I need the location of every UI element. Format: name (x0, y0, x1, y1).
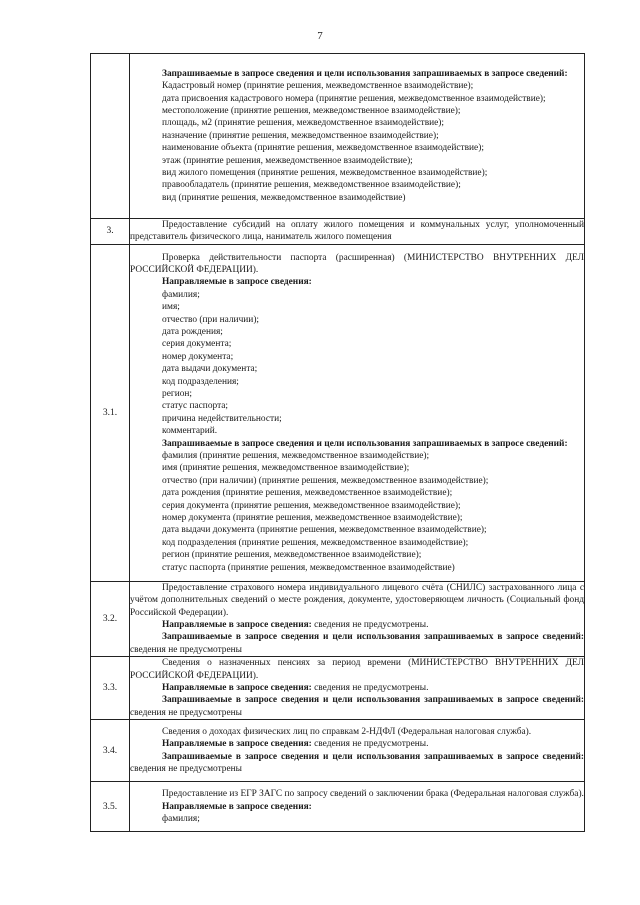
paragraph (130, 326, 584, 338)
row-number: 3.2. (91, 581, 130, 656)
paragraph (130, 500, 584, 512)
paragraph (130, 252, 584, 277)
text-span: номер документа (принятие решения, межведомственное взаимодействие); (162, 513, 463, 524)
text-span: фамилия (принятие решения, межведомственное взаимодействие); (162, 451, 430, 462)
table-row (91, 657, 585, 720)
paragraph (130, 117, 584, 129)
row-number: 3.1. (91, 244, 130, 581)
paragraph (130, 413, 584, 425)
table-row (91, 782, 585, 832)
paragraph (130, 631, 584, 656)
text-span: фамилия; (162, 813, 200, 824)
text-span: сведения не предусмотрены. (311, 683, 429, 694)
bold-heading-text: Направляемые в запросе сведения: (162, 739, 312, 750)
text-span: дата выдачи документа; (162, 364, 258, 375)
paragraph (130, 68, 584, 80)
text-span: сведения не предусмотрены (130, 707, 242, 718)
paragraph (130, 192, 584, 204)
text-span: комментарий. (162, 426, 218, 437)
paragraph (130, 682, 584, 694)
paragraph (130, 619, 584, 631)
text-span: статус паспорта; (162, 401, 229, 412)
row-content (130, 657, 585, 720)
text-span: фамилия; (162, 289, 200, 300)
text-span: местоположение (принятие решения, межведомственное взаимодействие); (162, 105, 461, 116)
text-span: сведения не предусмотрены (130, 764, 242, 775)
paragraph (130, 425, 584, 437)
text-span: код подразделения; (162, 376, 239, 387)
paragraph (130, 219, 584, 244)
table-row (91, 581, 585, 656)
text-span: Предоставление субсидий на оплату жилого помещения и коммунальных услуг, уполномоченный представитель физического лица, наниматель жилого помещения (130, 220, 584, 243)
text-span: Предоставление страхового номера индивидуального лицевого счёта (СНИЛС) застрахованного лица с учётом дополнительных сведений о месте рождения, документе, удостоверяющем личность (Социальный фонд Российской Федерации). (130, 582, 584, 618)
text-span: Проверка действительности паспорта (расширенная) (МИНИСТЕРСТВО ВНУТРЕННИХ ДЕЛ РОССИЙСКОЙ ФЕДЕРАЦИИ). (130, 252, 584, 275)
row-content (130, 581, 585, 656)
paragraph (130, 512, 584, 524)
paragraph (130, 276, 584, 288)
paragraph (130, 562, 584, 574)
text-span: вид (принятие решения, межведомственное взаимодействие) (162, 192, 406, 203)
text-span: наименование объекта (принятие решения, межведомственное взаимодействие); (162, 143, 484, 154)
paragraph (130, 788, 584, 800)
text-span: сведения не предусмотрены (130, 644, 242, 655)
text-span: номер документа; (162, 351, 234, 362)
text-span: Сведения о назначенных пенсиях за период времени (МИНИСТЕРСТВО ВНУТРЕННИХ ДЕЛ РОССИЙСКОЙ ФЕДЕРАЦИИ). (130, 658, 584, 681)
paragraph (130, 582, 584, 619)
paragraph (130, 388, 584, 400)
text-span: площадь, м2 (принятие решения, межведомственное взаимодействие); (162, 118, 445, 129)
paragraph (130, 80, 584, 92)
paragraph (130, 301, 584, 313)
text-span: Предоставление из ЕГР ЗАГС по запросу сведений о заключении брака (Федеральная налоговая служба). (162, 789, 584, 800)
paragraph (130, 400, 584, 412)
paragraph (130, 179, 584, 191)
paragraph (130, 549, 584, 561)
row-content (130, 244, 585, 581)
bold-heading-text: Запрашиваемые в запросе сведения и цели использования запрашиваемых в запросе сведений: (162, 632, 584, 643)
bold-heading-text: Направляемые в запросе сведения: (162, 620, 312, 631)
paragraph (130, 657, 584, 682)
row-number: 3.4. (91, 720, 130, 782)
text-span: этаж (принятие решения, межведомственное взаимодействие); (162, 155, 413, 166)
text-span: дата выдачи документа (принятие решения, межведомственное взаимодействие); (162, 525, 487, 536)
paragraph (130, 738, 584, 750)
bold-heading-text: Запрашиваемые в запросе сведения и цели использования запрашиваемых в запросе сведений: (162, 68, 568, 79)
text-span: правообладатель (принятие решения, межведомственное взаимодействие); (162, 180, 461, 191)
text-span: статус паспорта (принятие решения, межведомственное взаимодействие) (162, 562, 455, 573)
text-span: имя (принятие решения, межведомственное взаимодействие); (162, 463, 410, 474)
text-span: дата присвоения кадастрового номера (принятие решения, межведомственное взаимодействие); (162, 93, 546, 104)
paragraph (130, 167, 584, 179)
text-span: регион (принятие решения, межведомственное взаимодействие); (162, 550, 422, 561)
bold-heading-text: Направляемые в запросе сведения: (162, 683, 312, 694)
text-span: сведения не предусмотрены. (311, 739, 429, 750)
paragraph (130, 363, 584, 375)
bold-heading-text: Направляемые в запросе сведения: (162, 801, 312, 812)
paragraph (130, 93, 584, 105)
paragraph (130, 105, 584, 117)
text-span: назначение (принятие решения, межведомственное взаимодействие); (162, 130, 439, 141)
row-content (130, 54, 585, 219)
table-body (91, 54, 585, 832)
paragraph (130, 462, 584, 474)
text-span: дата рождения; (162, 326, 223, 337)
paragraph (130, 524, 584, 536)
paragraph (130, 537, 584, 549)
paragraph (130, 289, 584, 301)
paragraph (130, 338, 584, 350)
requirements-table (90, 53, 585, 832)
text-span: регион; (162, 389, 193, 399)
paragraph (130, 813, 584, 825)
paragraph (130, 694, 584, 719)
paragraph (130, 155, 584, 167)
text-span: Сведения о доходах физических лиц по справкам 2-НДФЛ (Федеральная налоговая служба). (162, 726, 532, 737)
bold-heading-text: Запрашиваемые в запросе сведения и цели использования запрашиваемых в запросе сведений: (162, 438, 568, 449)
row-content (130, 720, 585, 782)
paragraph (130, 475, 584, 487)
text-span: отчество (при наличии); (162, 314, 260, 325)
table-row (91, 720, 585, 782)
text-span: дата рождения (принятие решения, межведомственное взаимодействие); (162, 488, 453, 499)
text-span: Кадастровый номер (принятие решения, межведомственное взаимодействие); (162, 81, 474, 92)
paragraph (130, 487, 584, 499)
paragraph (130, 450, 584, 462)
text-span: серия документа (принятие решения, межведомственное взаимодействие); (162, 500, 461, 511)
text-span: имя; (162, 302, 180, 313)
paragraph (130, 142, 584, 154)
paragraph (130, 751, 584, 776)
paragraph (130, 351, 584, 363)
bold-heading-text: Запрашиваемые в запросе сведения и цели использования запрашиваемых в запросе сведений: (162, 695, 584, 706)
paragraph (130, 726, 584, 738)
bold-heading-text: Направляемые в запросе сведения: (162, 277, 312, 288)
text-span: отчество (при наличии) (принятие решения, межведомственное взаимодействие); (162, 475, 489, 486)
paragraph (130, 130, 584, 142)
row-content (130, 782, 585, 832)
paragraph (130, 438, 584, 450)
paragraph (130, 314, 584, 326)
table-row (91, 54, 585, 219)
row-number: 3.5. (91, 782, 130, 832)
bold-heading-text: Запрашиваемые в запросе сведения и цели использования запрашиваемых в запросе сведений: (162, 751, 584, 762)
row-number: 3.3. (91, 657, 130, 720)
text-span: серия документа; (162, 339, 232, 350)
paragraph (130, 376, 584, 388)
row-number: 3. (91, 219, 130, 245)
text-span: код подразделения (принятие решения, межведомственное взаимодействие); (162, 537, 469, 548)
table-row (91, 219, 585, 245)
page-number: 7 (317, 30, 323, 42)
text-span: вид жилого помещения (принятие решения, межведомственное взаимодействие); (162, 168, 488, 179)
row-number (91, 54, 130, 219)
text-span: сведения не предусмотрены. (311, 620, 429, 631)
table-row (91, 244, 585, 581)
paragraph (130, 801, 584, 813)
row-content (130, 219, 585, 245)
text-span: причина недействительности; (162, 413, 282, 424)
